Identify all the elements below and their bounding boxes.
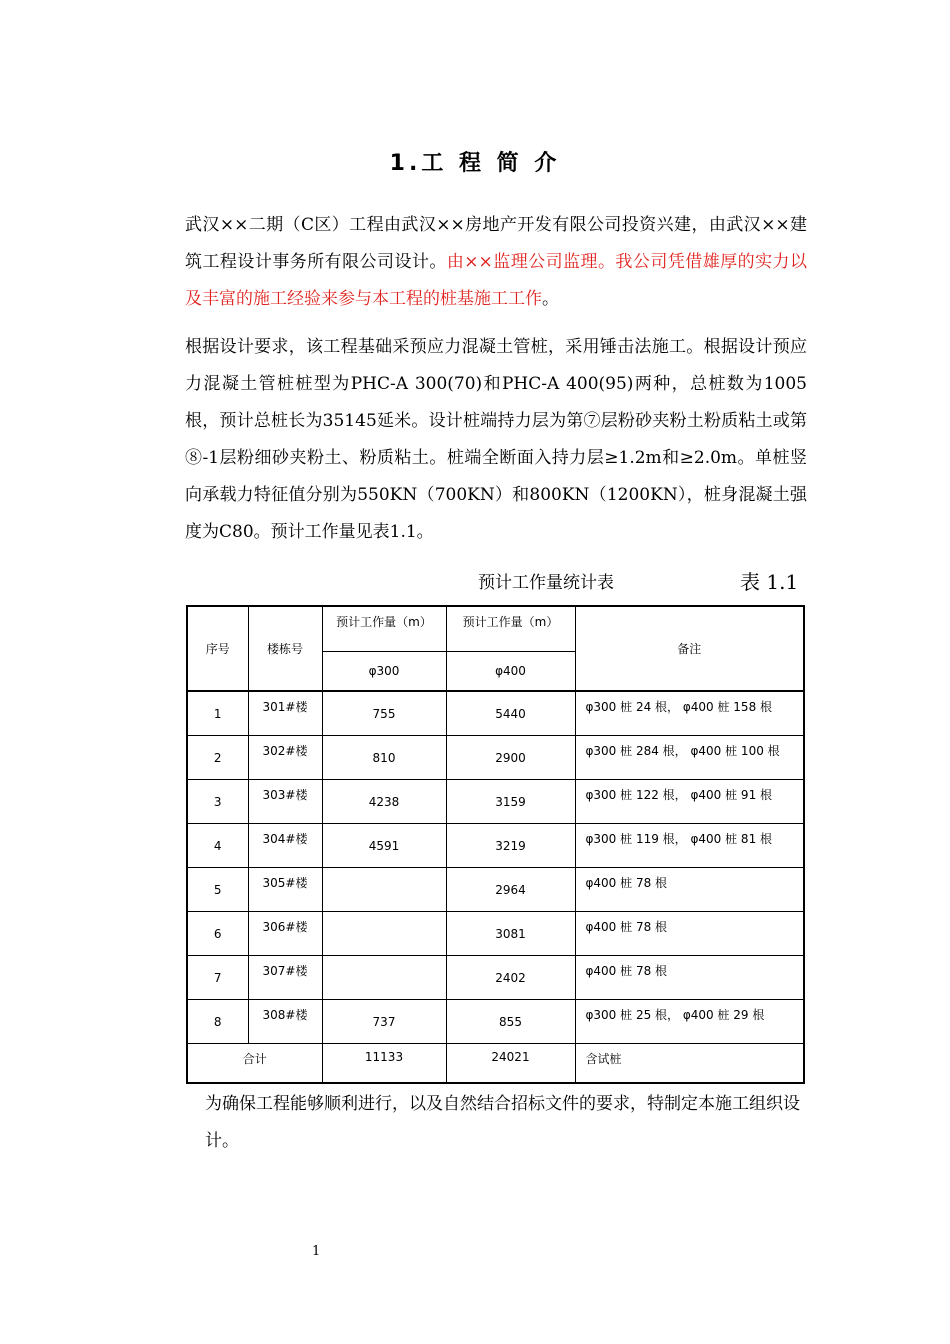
intro-paragraph (185, 207, 807, 318)
table-row (187, 868, 804, 912)
row-seq: 8 (187, 1000, 248, 1044)
row-q400: 855 (446, 1000, 575, 1044)
row-q400: 5440 (446, 691, 575, 736)
design-paragraph: 根据设计要求，该工程基础采预应力混凝土管桩，采用锤击法施工。根据设计预应力混凝土管桩桩型为PHC-A 300(70)和PHC-A 400(95)两种，总桩数为1005根，预计总桩长为35145延米。设计桩端持力层为第⑦层粉砂夹粉土粉质粘土或第⑧-1层粉细砂夹粉土、粉质粘土。桩端全断面入持力层≥1.2m和≥2.0m。单桩竖向承载力特征值分别为550KN（700KN）和800KN（1200KN），桩身混凝土强度为C80。预计工作量见表1.1。 (185, 337, 807, 542)
row-note: φ300 桩 24 根， φ400 桩 158 根 (575, 691, 804, 736)
intro-text: 武汉××二期（C区）工程由武汉××房地产开发有限公司投资兴建，由武汉××建筑工程设计事务所有限公司设计。 (185, 215, 807, 272)
row-building: 307#楼 (248, 956, 322, 1000)
row-q300 (322, 912, 446, 956)
header-seq: 序号 (187, 606, 248, 691)
row-q400: 2402 (446, 956, 575, 1000)
row-q300 (322, 956, 446, 1000)
row-seq: 5 (187, 868, 248, 912)
row-seq: 3 (187, 780, 248, 824)
table-caption: 预计工作量统计表 (478, 573, 614, 593)
row-building: 306#楼 (248, 912, 322, 956)
row-q300: 737 (322, 1000, 446, 1044)
row-building: 305#楼 (248, 868, 322, 912)
row-q300: 755 (322, 691, 446, 736)
header-dia-400: φ400 (446, 652, 575, 692)
table-row (187, 780, 804, 824)
intro-red-text: 由××监理公司监理。我公司凭借雄厚的实力以及丰富的施工经验来参与本工程的桩基施工工作 (185, 252, 807, 309)
table-row (187, 824, 804, 868)
table-row (187, 691, 804, 736)
total-label: 合计 (187, 1044, 322, 1084)
table-row (187, 956, 804, 1000)
intro-end: 。 (542, 289, 559, 309)
table-row (187, 736, 804, 780)
row-note: φ300 桩 25 根， φ400 桩 29 根 (575, 1000, 804, 1044)
row-q300 (322, 868, 446, 912)
page-title: 1.工 程 简 介 (389, 151, 561, 176)
row-seq: 2 (187, 736, 248, 780)
row-q300: 810 (322, 736, 446, 780)
header-building: 楼栋号 (248, 606, 322, 691)
row-note: φ400 桩 78 根 (575, 956, 804, 1000)
row-building: 308#楼 (248, 1000, 322, 1044)
row-note: φ300 桩 119 根， φ400 桩 81 根 (575, 824, 804, 868)
row-seq: 1 (187, 691, 248, 736)
row-note: φ400 桩 78 根 (575, 868, 804, 912)
header-qty-400: 预计工作量（m） (446, 606, 575, 652)
header-qty-300: 预计工作量（m） (322, 606, 446, 652)
table-row (187, 1000, 804, 1044)
row-note: φ400 桩 78 根 (575, 912, 804, 956)
row-q400: 2964 (446, 868, 575, 912)
row-q400: 3219 (446, 824, 575, 868)
table-number: 表 1.1 (740, 570, 799, 594)
page-number: 1 (312, 1244, 321, 1259)
row-note: φ300 桩 122 根， φ400 桩 91 根 (575, 780, 804, 824)
table-row (187, 912, 804, 956)
total-q300: 11133 (322, 1044, 446, 1084)
row-seq: 4 (187, 824, 248, 868)
workload-table (186, 605, 805, 1084)
row-q300: 4238 (322, 780, 446, 824)
header-note: 备注 (575, 606, 804, 691)
total-note: 含试桩 (575, 1044, 804, 1084)
row-building: 302#楼 (248, 736, 322, 780)
row-q400: 2900 (446, 736, 575, 780)
total-q400: 24021 (446, 1044, 575, 1084)
row-note: φ300 桩 284 根， φ400 桩 100 根 (575, 736, 804, 780)
row-building: 303#楼 (248, 780, 322, 824)
closing-paragraph: 为确保工程能够顺利进行，以及自然结合招标文件的要求，特制定本施工组织设计。 (205, 1094, 800, 1151)
row-q400: 3081 (446, 912, 575, 956)
row-seq: 7 (187, 956, 248, 1000)
row-q400: 3159 (446, 780, 575, 824)
header-dia-300: φ300 (322, 652, 446, 692)
row-q300: 4591 (322, 824, 446, 868)
row-seq: 6 (187, 912, 248, 956)
row-building: 304#楼 (248, 824, 322, 868)
row-building: 301#楼 (248, 691, 322, 736)
